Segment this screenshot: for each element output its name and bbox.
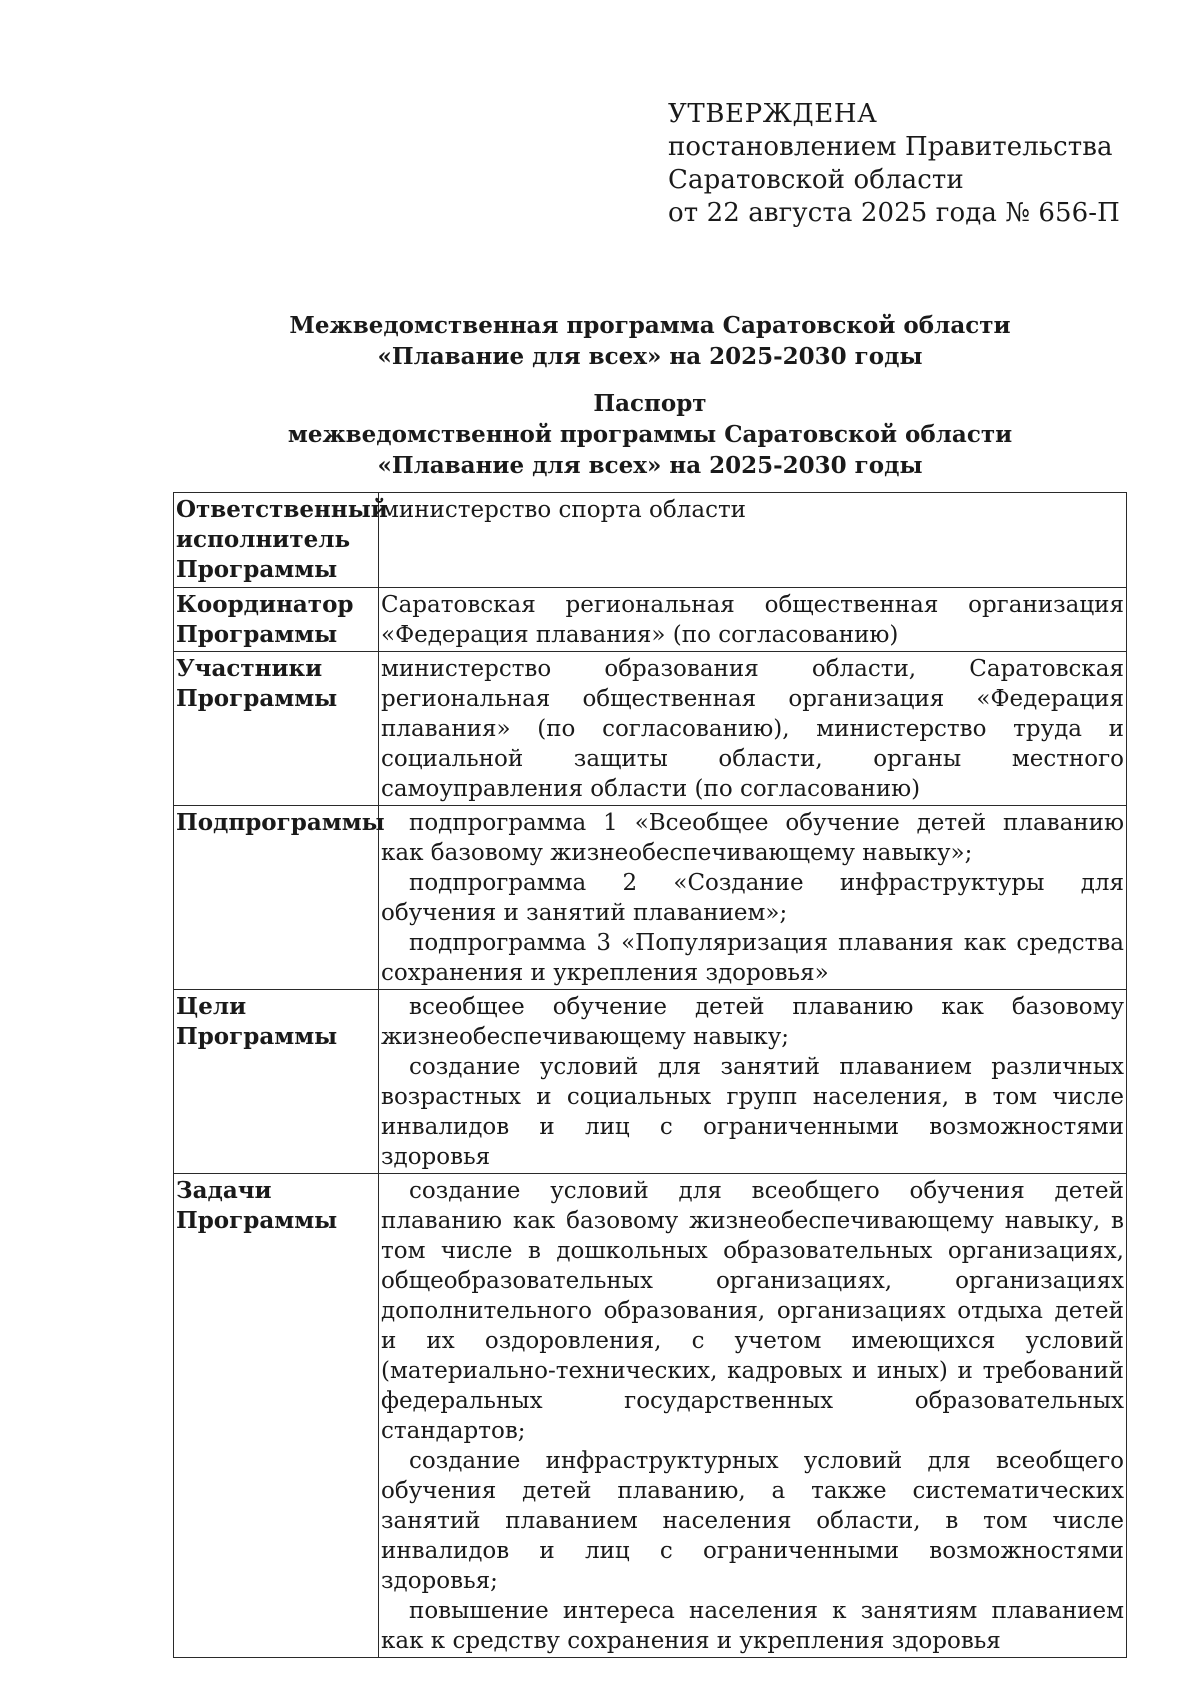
- table-row-responsible: [174, 493, 1127, 588]
- row-paragraph: подпрограмма 3 «Популяризация плавания как средства сохранения и укрепления здоровья»: [381, 930, 1124, 986]
- table-row-participants: [174, 652, 1127, 806]
- approval-line-3: от 22 августа 2025 года № 656-П: [668, 198, 1120, 228]
- passport-title-line-2: межведомственной программы Саратовской области: [287, 421, 1013, 448]
- row-label: Координатор Программы: [174, 588, 379, 652]
- row-paragraph: повышение интереса населения к занятиям плаванием как к средству сохранения и укрепления здоровья: [381, 1598, 1124, 1654]
- approval-line-1: постановлением Правительства: [668, 132, 1113, 162]
- row-paragraph: Саратовская региональная общественная организация «Федерация плавания» (по согласованию): [381, 592, 1124, 648]
- row-paragraph: создание инфраструктурных условий для всеобщего обучения детей плаванию, а также систематических занятий плаванием населения области, в том числе инвалидов и лиц с ограниченными возможностями здоровья;: [381, 1448, 1124, 1594]
- row-paragraph: создание условий для занятий плаванием различных возрастных и социальных групп населения, в том числе инвалидов и лиц с ограниченными возможностями здоровья: [381, 1054, 1124, 1170]
- row-paragraph: подпрограмма 1 «Всеобщее обучение детей плаванию как базовому жизнеобеспечивающему навыку»;: [381, 810, 1124, 866]
- passport-title: [180, 388, 1120, 481]
- row-label: Участники Программы: [174, 652, 379, 806]
- row-label: Подпрограммы: [174, 806, 379, 990]
- row-paragraph: министерство спорта области: [381, 497, 747, 523]
- row-paragraph: подпрограмма 2 «Создание инфраструктуры для обучения и занятий плаванием»;: [381, 870, 1124, 926]
- row-value: [379, 806, 1127, 990]
- document-title: [180, 310, 1120, 372]
- row-label: Цели Программы: [174, 990, 379, 1174]
- row-value: [379, 1174, 1127, 1658]
- table-row-subprograms: [174, 806, 1127, 990]
- passport-title-line-3: «Плавание для всех» на 2025-2030 годы: [377, 452, 923, 479]
- row-paragraph: всеобщее обучение детей плаванию как базовому жизнеобеспечивающему навыку;: [381, 994, 1124, 1050]
- row-value: [379, 652, 1127, 806]
- row-label: Ответственный исполнитель Программы: [174, 493, 379, 588]
- row-value: [379, 990, 1127, 1174]
- approval-line-2: Саратовской области: [668, 165, 964, 195]
- passport-title-line-1: Паспорт: [593, 390, 707, 417]
- table-row-tasks: [174, 1174, 1127, 1658]
- table-row-goals: [174, 990, 1127, 1174]
- passport-table: [173, 492, 1127, 1658]
- approval-stamp: [668, 98, 1148, 230]
- row-label: Задачи Программы: [174, 1174, 379, 1658]
- row-paragraph: министерство образования области, Саратовская региональная общественная организация «Федерация плавания» (по согласованию), министерство труда и социальной защиты области, органы местного самоуправления области (по согласованию): [381, 656, 1124, 802]
- row-value: [379, 588, 1127, 652]
- table-row-coordinator: [174, 588, 1127, 652]
- row-value: [379, 493, 1127, 588]
- document-title-line-2: «Плавание для всех» на 2025-2030 годы: [377, 343, 923, 370]
- row-paragraph: создание условий для всеобщего обучения детей плаванию как базовому жизнеобеспечивающему навыку, в том числе в дошкольных образовательных организациях, общеобразовательных организациях, организациях дополнительного образования, организациях отдыха детей и их оздоровления, с учетом имеющихся условий (материально-технических, кадровых и иных) и требований федеральных государственных образовательных стандартов;: [381, 1178, 1124, 1444]
- document-title-line-1: Межведомственная программа Саратовской области: [289, 312, 1011, 339]
- approval-heading: УТВЕРЖДЕНА: [668, 99, 878, 129]
